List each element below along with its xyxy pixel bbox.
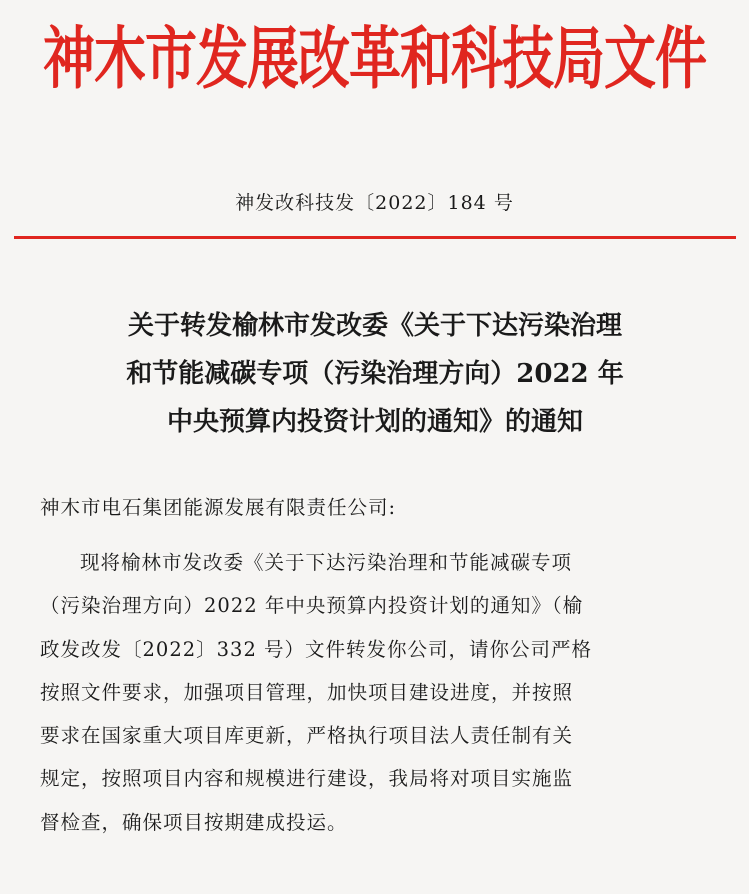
title-line: 中央预算内投资计划的通知》的通知 xyxy=(166,407,583,437)
title-line: 关于转发榆林市发改委《关于下达污染治理 xyxy=(127,311,622,341)
red-divider-line xyxy=(14,236,736,239)
document-title xyxy=(28,302,722,446)
body-line: 政发改发〔2022〕332 号）文件转发你公司，请你公司严格 xyxy=(40,637,593,661)
body-line: （污染治理方向）2022 年中央预算内投资计划的通知》（榆 xyxy=(40,594,584,618)
body-text xyxy=(40,548,720,851)
body-line: 要求在国家重大项目库更新，严格执行项目法人责任制有关 xyxy=(40,724,574,748)
body-line: 现将榆林市发改委《关于下达污染治理和节能减碳专项 xyxy=(80,551,573,574)
document-number: 神发改科技发〔2022〕184 号 xyxy=(235,192,514,214)
body-line: 督检查，确保项目按期建成投运。 xyxy=(40,810,348,834)
masthead-title: 神木市发展改革和科技局文件 xyxy=(42,21,706,99)
title-line: 和节能减碳专项（污染治理方向）2022 年 xyxy=(126,359,624,389)
body-line: 规定，按照项目内容和规模进行建设，我局将对项目实施监 xyxy=(40,767,574,791)
body-line: 按照文件要求，加强项目管理，加快项目建设进度，并按照 xyxy=(40,680,574,704)
addressee: 神木市电石集团能源发展有限责任公司: xyxy=(40,496,397,519)
